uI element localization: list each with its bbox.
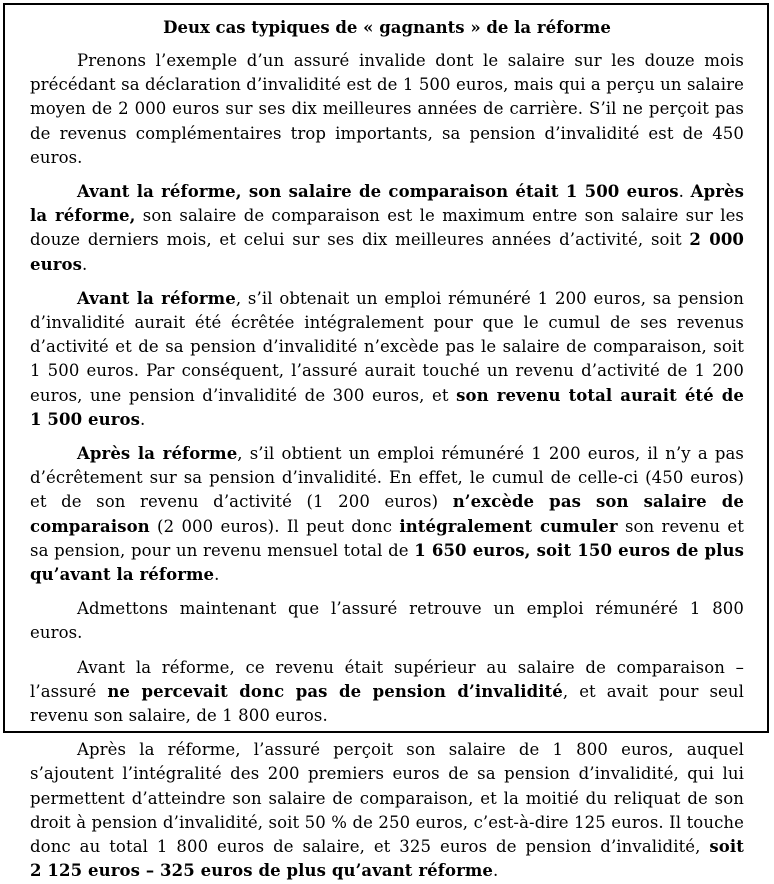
text-run: Avant la réforme, ce revenu était supérieur au salaire de comparaison – l’assuré bbox=[30, 657, 744, 701]
paragraph bbox=[30, 738, 744, 883]
text-run: , s’il obtenait un emploi rémunéré 1 200 euros, sa pension d’invalidité aurait été écrêtée intégralement pour que le cumul de ses revenus d’activité et de sa pension d’invalidité n’excède pas le salaire de comparaison, soit 1 500 euros. Par conséquent, l’assuré aurait touché un revenu d’activité de 1 200 euros, une pension d’invalidité de 300 euros, et bbox=[30, 288, 744, 405]
paragraph bbox=[30, 597, 744, 645]
bold-text-run: Avant la réforme bbox=[77, 288, 236, 308]
text-run: , et avait pour seul revenu son salaire, de 1 800 euros. bbox=[30, 681, 744, 726]
text-run: , s’il obtient un emploi rémunéré 1 200 euros, il n’y a pas d’écrêtement sur sa pension d’invalidité. En effet, le cumul de celle-ci (450 euros) et de son revenu d’activité (1 200 euros) bbox=[30, 444, 745, 512]
text-run: son revenu et sa pension, pour un revenu mensuel total de bbox=[30, 516, 744, 560]
text-run: . bbox=[81, 254, 88, 274]
text-run: Après la réforme, l’assuré perçoit son salaire de 1 800 euros, auquel s’ajoutent l’intégralité des 200 premiers euros de sa pension d’invalidité, qui lui permettent d’atteindre son salaire de comparaison, et la moitié du reliquat de son droit à pension d’invalidité, soit 50 % de 250 euros, c’est-à-dire 125 euros. Il touche donc au total 1 800 euros de salaire, et 325 euros de pension d’invalidité, bbox=[30, 740, 744, 857]
text-run: Prenons l’exemple d’un assuré invalide dont le salaire sur les douze mois précédant sa déclaration d’invalidité est de 1 500 euros, mais qui a perçu un salaire moyen de 2 000 euros sur ses dix meilleures années de carrière. S’il ne perçoit pas de revenus complémentaires trop importants, sa pension d’invalidité est de 450 euros. bbox=[30, 51, 744, 167]
text-run: son salaire de comparaison est le maximum entre son salaire sur les douze derniers mois, et celui sur ses dix meilleures années d’activité, soit bbox=[30, 206, 744, 250]
bold-text-run: 2 000 euros bbox=[30, 230, 744, 274]
bold-text-run: 1 650 euros, soit 150 euros de plus qu’avant la réforme bbox=[30, 540, 745, 585]
paragraph bbox=[30, 442, 744, 587]
bold-text-run: intégralement cumuler bbox=[399, 516, 618, 536]
bold-text-run: Avant la réforme, son salaire de comparaison était 1 500 euros bbox=[77, 182, 679, 202]
document-frame bbox=[3, 3, 769, 881]
bold-text-run: soit 2 125 euros – 325 euros de plus qu’avant réforme bbox=[30, 837, 744, 881]
paragraph bbox=[30, 180, 744, 277]
text-run: . bbox=[493, 861, 499, 881]
bold-text-run: Après la réforme bbox=[77, 444, 238, 464]
paragraph bbox=[30, 656, 744, 729]
text-run: (2 000 euros). Il peut donc bbox=[149, 516, 400, 536]
bold-text-run: ne percevait donc pas de pension d’invalidité bbox=[107, 681, 563, 701]
text-run: . bbox=[678, 182, 691, 202]
document-body bbox=[30, 49, 744, 884]
text-run: Admettons maintenant que l’assuré retrouve un emploi rémunéré 1 800 euros. bbox=[30, 599, 744, 643]
paragraph bbox=[30, 287, 744, 432]
bold-text-run: son revenu total aurait été de 1 500 euros bbox=[30, 385, 744, 429]
bold-text-run: n’excède pas son salaire de comparaison bbox=[30, 492, 745, 536]
text-run: . bbox=[214, 565, 220, 585]
document-title: Deux cas typiques de « gagnants » de la réforme bbox=[163, 18, 611, 37]
text-run: . bbox=[140, 409, 146, 429]
bold-text-run: Après la réforme, bbox=[30, 182, 744, 226]
paragraph bbox=[30, 49, 744, 170]
